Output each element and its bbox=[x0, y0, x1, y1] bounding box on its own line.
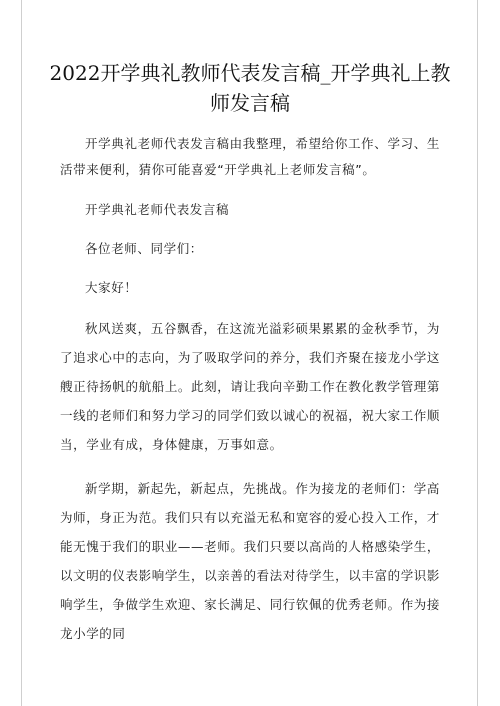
body-paragraph: 新学期，新起先，新起点，先挑战。作为接龙的老师们：学高为师，身正为范。我们只有以充溢无私和宽容的爱心投入工作，才能无愧于我们的职业——老师。我们只要以高尚的人格感染学生，以文明的仪表影响学生，以亲善的看法对待学生，以丰富的学识影响学生，争做学生欢迎、家长满足、同行钦佩的优秀老师。作为接龙小学的同 bbox=[60, 481, 440, 641]
document-title: 2022开学典礼教师代表发言稿_开学典礼上教师发言稿 bbox=[49, 61, 451, 115]
document-body bbox=[60, 131, 440, 663]
speech-heading: 开学典礼老师代表发言稿 bbox=[85, 202, 230, 217]
intro-paragraph: 开学典礼老师代表发言稿由我整理，希望给你工作、学习、生活带来便利，猜你可能喜爱“开学典礼上老师发言稿”。 bbox=[60, 136, 440, 177]
salutation: 各位老师、同学们： bbox=[85, 241, 203, 256]
greeting: 大家好！ bbox=[85, 280, 138, 295]
body-paragraph: 秋风送爽，五谷飘香，在这流光溢彩硕果累累的金秋季节，为了追求心中的志向，为了吸取学问的养分，我们齐聚在接龙小学这艘正待扬帆的航船上。此刻，请让我向辛勤工作在教化教学管理第一线的老师们和努力学习的同学们致以诚心的祝福，祝大家工作顺当，学业有成，身体健康，万事如意。 bbox=[60, 321, 440, 452]
